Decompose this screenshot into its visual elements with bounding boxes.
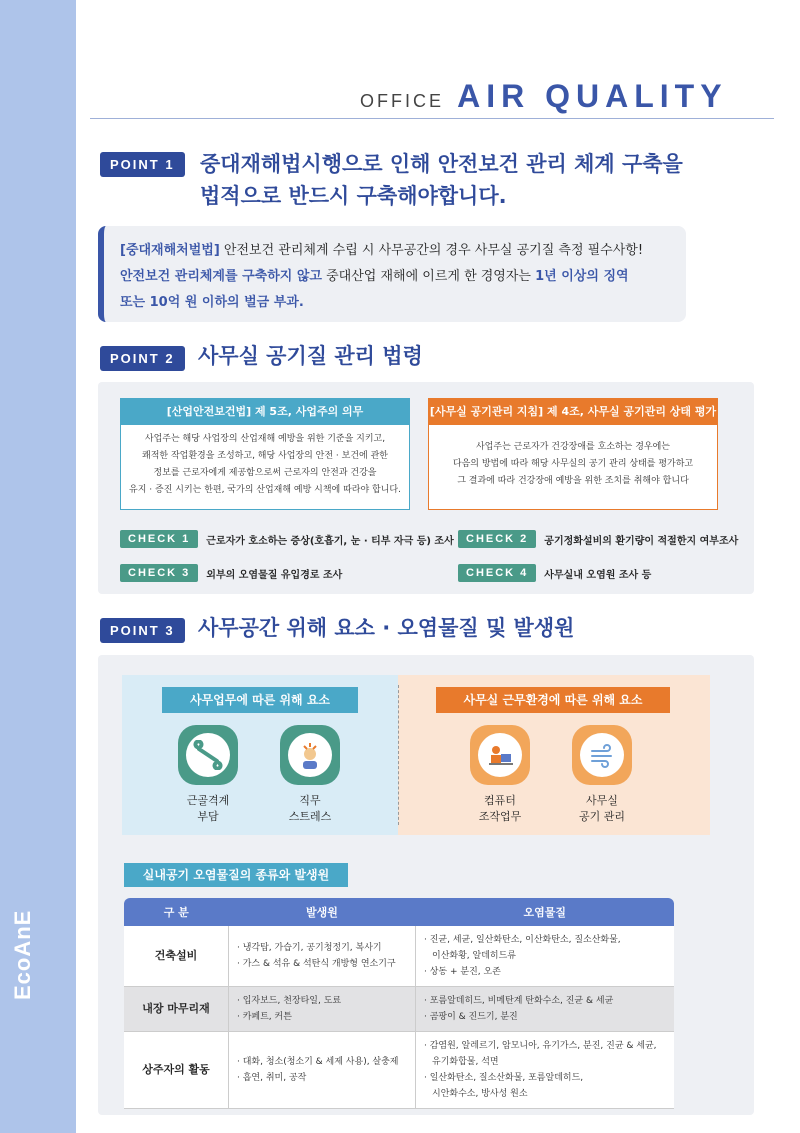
law-card-safety-title: [산업안전보건법] 제 5조, 사업주의 의무 bbox=[121, 399, 409, 425]
table-header-row bbox=[124, 898, 674, 926]
icon-label-line: 스트레스 bbox=[288, 810, 332, 823]
row-source bbox=[229, 926, 416, 987]
check-item-3 bbox=[120, 564, 342, 582]
check-badge: CHECK 3 bbox=[120, 564, 198, 582]
column-header-category: 구 분 bbox=[124, 898, 229, 926]
point3-badge: POINT 3 bbox=[100, 618, 185, 643]
card-line: 정보를 근로자에게 제공함으로써 근로자의 안전과 건강을 bbox=[153, 468, 377, 478]
row-pollutant bbox=[416, 987, 675, 1032]
row-pollutant bbox=[416, 1032, 675, 1109]
cell-line: · 포름알데히드, 비메탄계 탄화수소, 진균 & 세균 bbox=[424, 996, 614, 1006]
table-row bbox=[124, 987, 674, 1032]
cell-line: · 감염원, 알레르기, 암모니아, 유기가스, 분진, 진균 & 세균, bbox=[424, 1041, 657, 1051]
cell-line: 시안화수소, 방사성 원소 bbox=[432, 1089, 528, 1099]
cell-line: · 흡연, 취미, 공작 bbox=[237, 1073, 307, 1083]
cell-line: · 카페트, 커튼 bbox=[237, 1012, 292, 1022]
page-header bbox=[360, 78, 770, 115]
check-badge: CHECK 1 bbox=[120, 530, 198, 548]
hazard-work-header: 사무업무에 따른 위해 요소 bbox=[162, 687, 358, 713]
quote-text-1: 안전보건 관리체계 수립 시 사무공간의 경우 사무실 공기질 측정 필수사항! bbox=[219, 243, 644, 258]
law-card-office-air bbox=[428, 398, 718, 510]
point3-title: 사무공간 위해 요소 · 오염물질 및 발생원 bbox=[198, 616, 575, 640]
icon-label-line: 공기 관리 bbox=[578, 810, 625, 823]
header-divider bbox=[90, 118, 774, 119]
row-source bbox=[229, 987, 416, 1032]
point1-title-line1: 중대재해법시행으로 인해 안전보건 관리 체계 구축을 bbox=[200, 152, 683, 176]
icon-label-line: 부담 bbox=[197, 810, 219, 823]
point1-title-line2: 법적으로 반드시 구축해야합니다. bbox=[200, 184, 507, 208]
check-text: 공기정화설비의 환기량이 적절한지 여부조사 bbox=[544, 535, 739, 547]
point2-badge: POINT 2 bbox=[100, 346, 185, 371]
cell-line: · 진균, 세균, 일산화탄소, 이산화탄소, 질소산화물, bbox=[424, 935, 621, 945]
row-pollutant bbox=[416, 926, 675, 987]
card-line: 사업주는 근로자가 건강장애를 호소하는 경우에는 bbox=[475, 442, 671, 452]
card-line: 그 결과에 따라 건강장애 예방을 위한 조치를 취해야 합니다 bbox=[457, 476, 689, 486]
check-badge: CHECK 2 bbox=[458, 530, 536, 548]
quote-highlight-3: 또는 10억 원 이하의 벌금 부과. bbox=[120, 295, 304, 310]
cell-line: · 상동 + 분진, 오존 bbox=[424, 967, 501, 977]
row-category: 건축설비 bbox=[124, 926, 229, 987]
point1-badge: POINT 1 bbox=[100, 152, 185, 177]
icon-label-line: 사무실 bbox=[586, 794, 618, 807]
computer-icon bbox=[470, 725, 530, 785]
cell-line: 유기화합물, 석면 bbox=[432, 1057, 499, 1067]
hazard-label-computer bbox=[460, 793, 540, 825]
stress-icon bbox=[280, 725, 340, 785]
column-header-pollutant: 오염물질 bbox=[416, 898, 675, 926]
point2-title: 사무실 공기질 관리 법령 bbox=[198, 344, 423, 368]
hazard-divider bbox=[398, 685, 399, 825]
hazard-environment-panel bbox=[398, 675, 710, 835]
bone-icon bbox=[178, 725, 238, 785]
quote-highlight-2: 1년 이상의 징역 bbox=[535, 269, 629, 284]
table-row bbox=[124, 926, 674, 987]
icon-label-line: 컴퓨터 bbox=[484, 794, 516, 807]
cell-line: · 입자보드, 천장타일, 도료 bbox=[237, 996, 342, 1006]
card-line: 사업주는 해당 사업장의 산업재해 예방을 위한 기준을 지키고, bbox=[144, 434, 386, 444]
check-badge: CHECK 4 bbox=[458, 564, 536, 582]
check-item-1 bbox=[120, 530, 454, 548]
cell-line: · 일산화탄소, 질소산화물, 포름알데히드, bbox=[424, 1073, 584, 1083]
table-row bbox=[124, 1032, 674, 1109]
hazard-label-stress bbox=[270, 793, 350, 825]
header-office: OFFICE bbox=[360, 91, 444, 111]
header-air-quality: AIR QUALITY bbox=[457, 78, 728, 114]
quote-text-2: 중대산업 재해에 이르게 한 경영자는 bbox=[321, 269, 536, 284]
cell-line: · 곰팡이 & 진드기, 분진 bbox=[424, 1012, 518, 1022]
hazard-label-air bbox=[562, 793, 642, 825]
point1-title bbox=[200, 148, 683, 212]
check-text: 사무실내 오염원 조사 등 bbox=[544, 569, 652, 581]
icon-label-line: 직무 bbox=[299, 794, 321, 807]
quote-law-name: [중대재해처벌법] bbox=[120, 243, 220, 258]
card-line: 쾌적한 작업환경을 조성하고, 해당 사업장의 안전 · 보건에 관한 bbox=[142, 451, 388, 461]
check-text: 외부의 오염물질 유입경로 조사 bbox=[206, 569, 343, 581]
law-quote-box bbox=[98, 226, 686, 322]
pollutant-section-title: 실내공기 오염물질의 종류와 발생원 bbox=[124, 863, 348, 887]
law-card-office-air-body bbox=[429, 425, 717, 496]
hazard-label-musculoskeletal bbox=[168, 793, 248, 825]
column-header-source: 발생원 bbox=[229, 898, 416, 926]
cell-line: · 대화, 청소(청소기 & 세제 사용), 살충제 bbox=[237, 1057, 399, 1067]
row-source bbox=[229, 1032, 416, 1109]
quote-highlight-1: 안전보건 관리체계를 구축하지 않고 bbox=[120, 269, 322, 284]
card-line: 다음의 방법에 따라 해당 사무실의 공기 관리 상태를 평가하고 bbox=[452, 459, 694, 469]
pollutant-table bbox=[124, 898, 674, 1109]
brand-logo: EcoAnE bbox=[10, 909, 35, 1000]
icon-label-line: 근골격계 bbox=[186, 794, 230, 807]
law-card-safety bbox=[120, 398, 410, 510]
cell-line: · 가스 & 석유 & 석탄식 개방형 연소기구 bbox=[237, 959, 396, 969]
point2-panel bbox=[98, 382, 754, 594]
wind-icon bbox=[572, 725, 632, 785]
card-line: 유지 · 증진 시키는 한편, 국가의 산업재해 예방 시책에 따라야 합니다. bbox=[129, 485, 401, 495]
icon-label-line: 조작업무 bbox=[478, 810, 522, 823]
law-card-safety-body bbox=[121, 425, 409, 505]
hazard-work-panel bbox=[122, 675, 398, 835]
row-category: 내장 마무리재 bbox=[124, 987, 229, 1032]
cell-line: 이산화황, 알데히드류 bbox=[432, 951, 516, 961]
row-category: 상주자의 활동 bbox=[124, 1032, 229, 1109]
check-text: 근로자가 호소하는 증상(호흡기, 눈 · 티부 자극 등) 조사 bbox=[206, 535, 454, 547]
law-card-office-air-title: [사무실 공기관리 지침] 제 4조, 사무실 공기관리 상태 평가 bbox=[429, 399, 717, 425]
cell-line: · 냉각탑, 가습기, 공기청정기, 복사기 bbox=[237, 943, 382, 953]
check-item-4 bbox=[458, 564, 651, 582]
check-item-2 bbox=[458, 530, 738, 548]
hazard-environment-header: 사무실 근무환경에 따른 위해 요소 bbox=[436, 687, 670, 713]
